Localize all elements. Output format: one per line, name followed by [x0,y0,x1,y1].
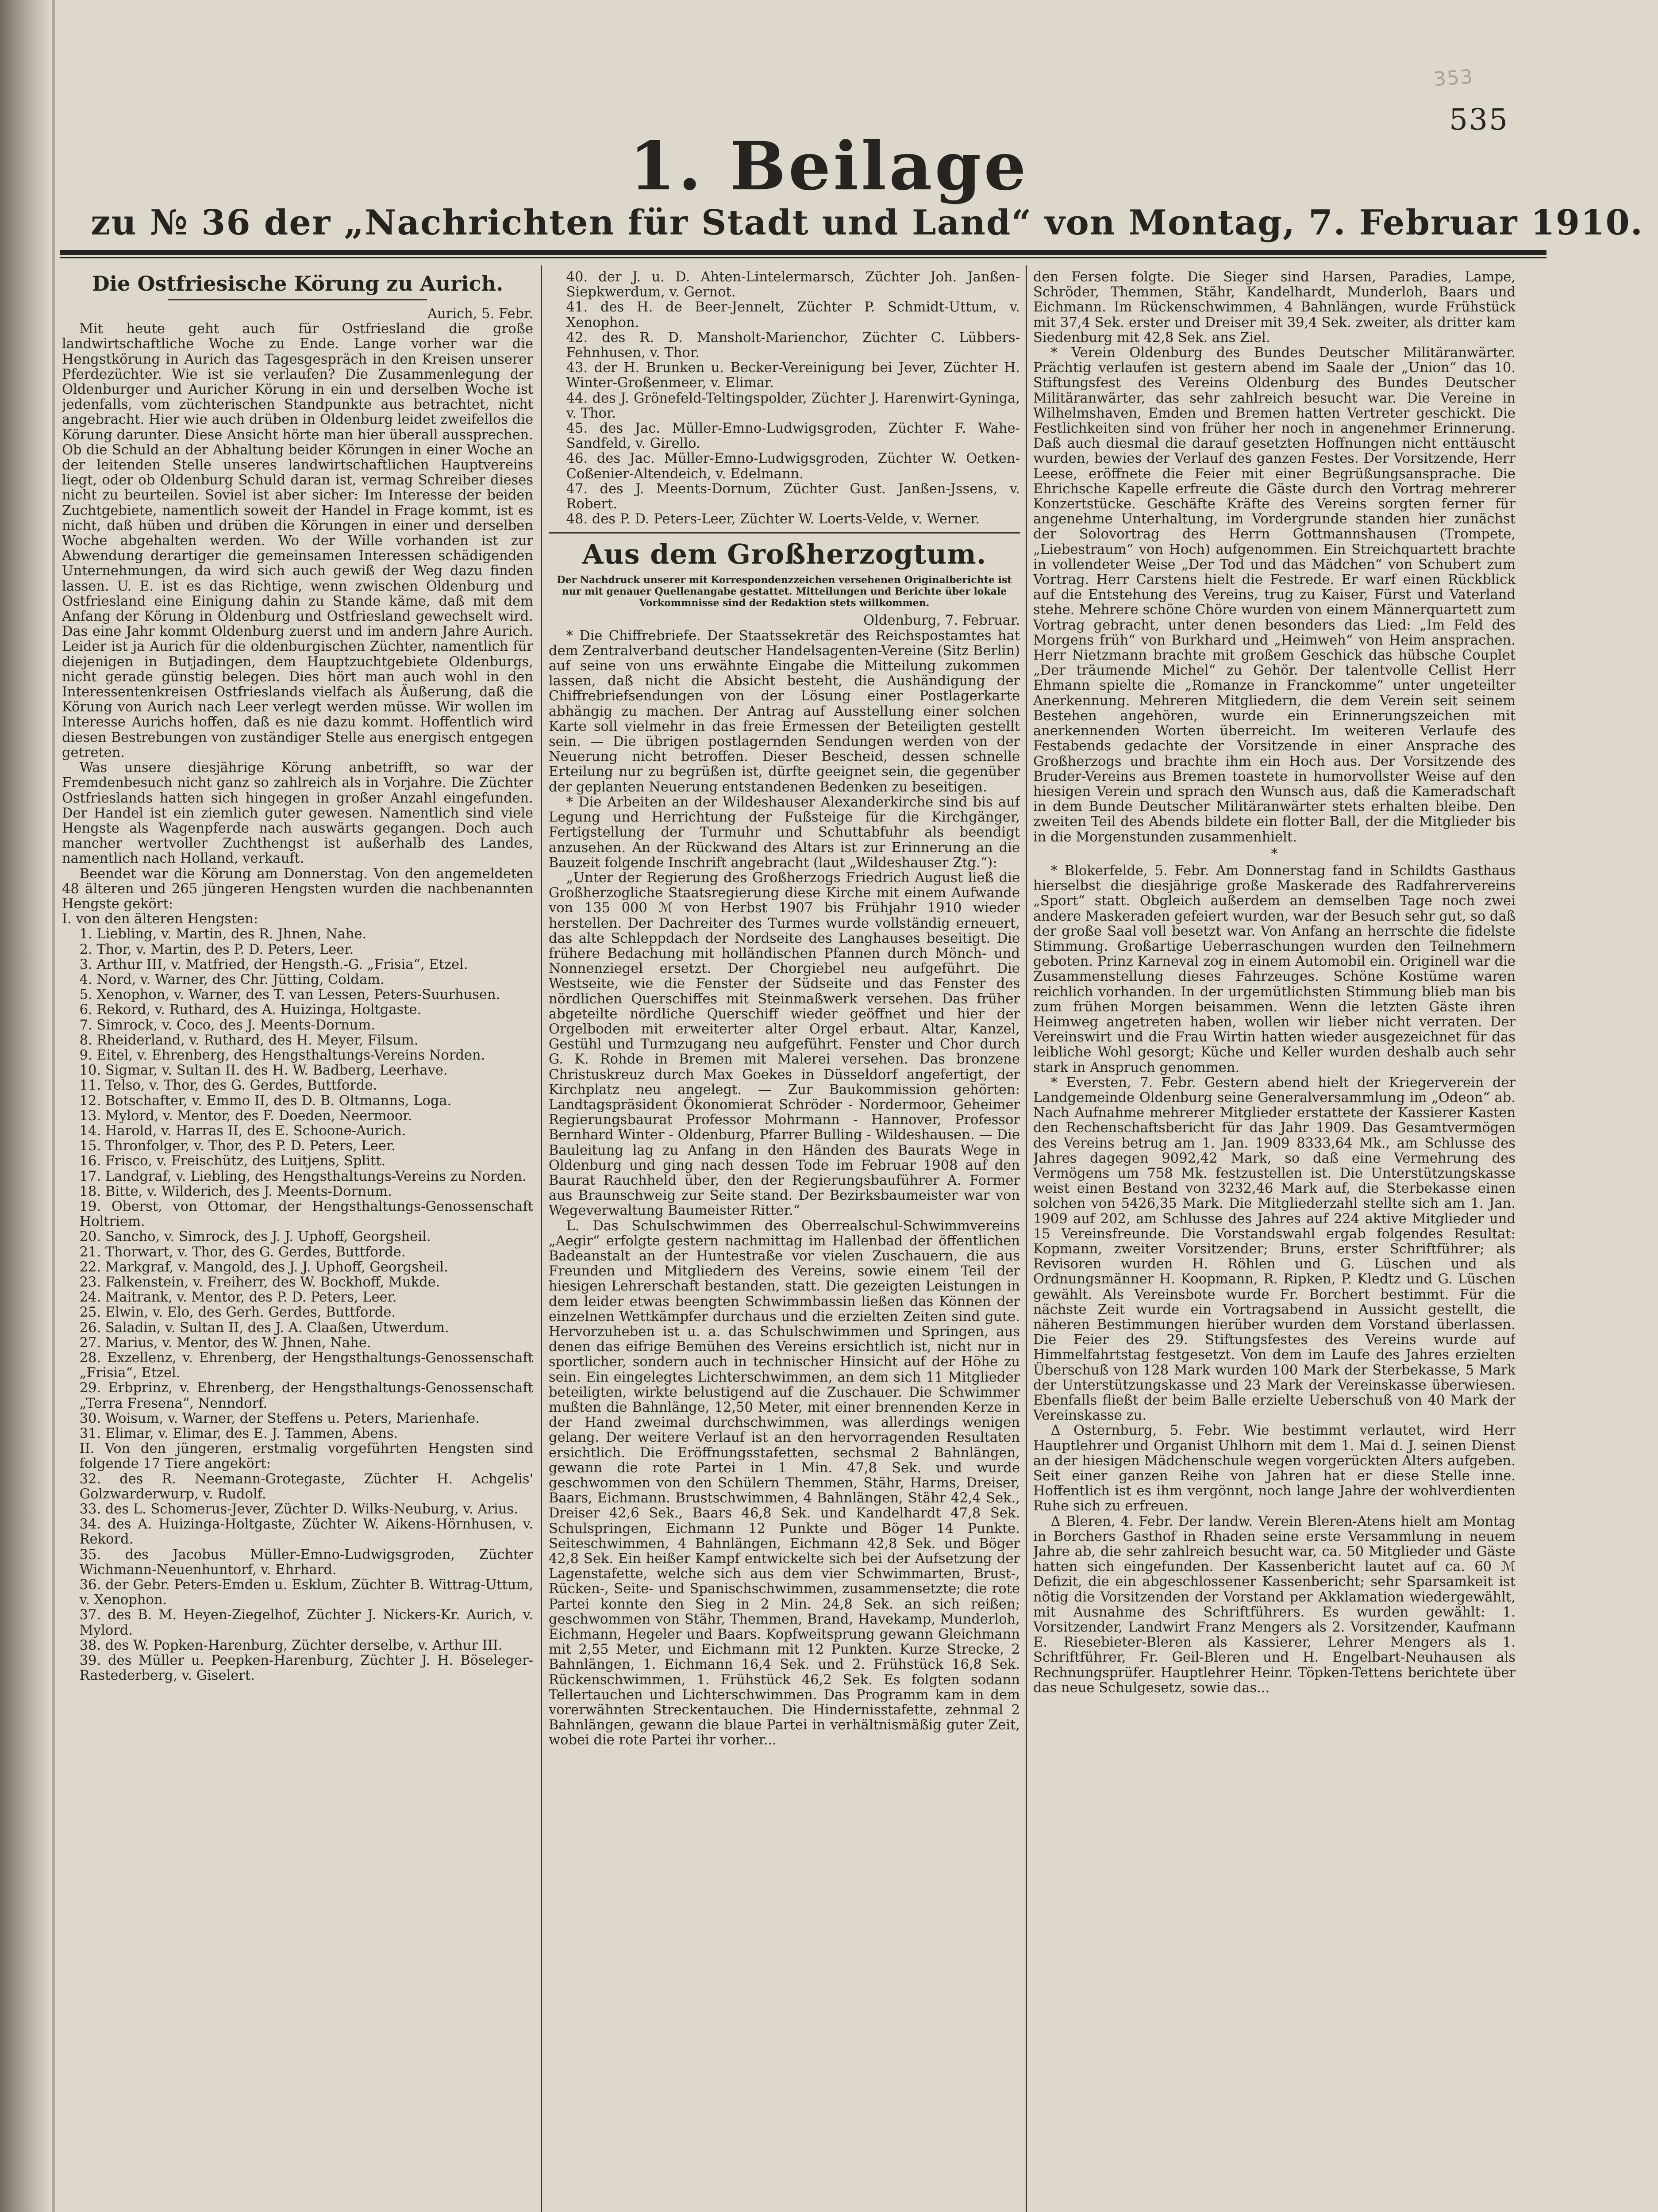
list-item: 6. Rekord, v. Ruthard, des A. Huizinga, Holtgaste. [79,1002,422,1018]
article-paragraph: Δ Osternburg, 5. Febr. Wie bestimmt verlautet, wird Herr Hauptlehrer und Organist Uhlhorn mit dem 1. Mai d. J. seinen Dienst an der hiesigen Mädchenschule wegen vorgerückten Alters aufgeben. Seit einer ganzen Reihe von Jahren hat er diese Stelle inne. Hoffentlich ist es ihm vergönnt, noch lange Jahre der wohlverdienten Ruhe sich zu erfreuen. [1033,1423,1516,1514]
list-item: 39. des Müller u. Peepken-Harenburg, Züchter J. H. Böseleger-Rastederberg, v. Giselert. [79,1653,533,1684]
column-1 [62,270,533,2212]
list-item: 46. des Jac. Müller-Emno-Ludwigsgroden, Züchter W. Oetken-Coßenier-Altendeich, v. Edelmann. [566,451,1020,482]
stallion-list [62,927,533,1683]
list-item: 12. Botschafter, v. Emmo II, des D. B. Oltmanns, Loga. [79,1093,452,1109]
headline-underline [168,299,427,300]
column-3 [1033,270,1516,2212]
list-item: 28. Exzellenz, v. Ehrenberg, der Hengsthaltungs-Genossenschaft „Frisia“, Etzel. [79,1350,533,1381]
column-divider-1 [541,265,542,2212]
article-paragraph: Beendet war die Körung am Donnerstag. Von den angemeldeten 48 älteren und 265 jüngeren Hengsten wurden die nachbenannten Hengste gekört: [62,866,533,912]
list-item: 30. Woisum, v. Warner, der Steffens u. Peters, Marienhafe. [79,1410,480,1426]
list-item: 42. des R. D. Mansholt-Marienchor, Züchter C. Lübbers-Fehnhusen, v. Thor. [566,330,1020,361]
list-item: 13. Mylord, v. Mentor, des F. Doeden, Neermoor. [79,1108,412,1124]
header-rule-thick [60,250,1546,255]
page-number: 535 [1449,103,1509,137]
list-item: 10. Sigmar, v. Sultan II. des H. W. Badberg, Leerhave. [79,1063,448,1079]
list-item: 25. Elwin, v. Elo, des Gerh. Gerdes, Buttforde. [79,1305,396,1321]
list-item: 44. des J. Grönefeld-Teltingspolder, Züchter J. Harenwirt-Gyninga, v. Thor. [566,390,1020,421]
article-paragraph: * Verein Oldenburg des Bundes Deutscher Militäranwärter. Prächtig verlaufen ist gestern abend im Saale der „Union“ das 10. Stiftungsfest des Vereins Oldenburg des Bundes Deutscher Militäranwärter, das sehr zahlreich besucht war. Die Vereine in Wilhelmshaven, Emden und Bremen hatten Vertreter geschickt. Die Festlichkeiten sind von früher her noch in angenehmer Erinnerung. Daß auch diesmal die darauf gesetzten Hoffnungen nicht enttäuscht wurden, bewies der Verlauf des ganzen Festes. Der Vorsitzende, Herr Leese, eröffnete die Feier mit einer Begrüßungsansprache. Die Ehrichsche Kapelle erfreute die Gäste durch den Vortrag mehrerer Konzertstücke. Geschäfte Kräfte des Vereins sorgten ferner für angenehme Unterhaltung, im Vordergrunde standen hier zunächst der Solovortrag des Herrn Gottmannshausen (Trompete, „Liebestraum“ von Hoch) aufgenommen. Ein Streichquartett brachte in vollendeter Weise „Der Tod und das Mädchen“ von Schubert zum Vortrag. Herr Carstens hielt die Festrede. Er warf einen Rückblick auf die Entstehung des Vereins, trug zu Kaiser, Fürst und Vaterland stehe. Mehrere schöne Chöre wurden von einem Männerquartett zum Vortrag gebracht, unter denen besonders das Lied: „Im Feld des Morgens früh“ von Burkhard und „Heimweh“ von Heim ansprachen. Herr Nietzmann brachte mit großem Geschick das hübsche Couplet „Der träumende Michel“ zu Gehör. Der talentvolle Cellist Herr Ehmann spielte die „Romanze in Franckomme“ unter ungeteilter Anerkennung. Mehreren Mitgliedern, die dem Verein seit seinem Bestehen angehören, wurde ein Erinnerungszeichen mit anerkennenden Worten überreicht. Im weiteren Verlaufe des Festabends gedachte der Vorsitzende in einer Ansprache des Großherzogs und brachte ihm ein Hoch aus. Der Vorsitzende des Bruder-Vereins aus Bremen toastete in humorvollster Weise auf den hiesigen Verein und sprach den Wunsch aus, daß die Kameradschaft in dem Bunde Deutscher Militäranwärter stets erhalten bleibe. Den zweiten Teil des Abends bildete ein flotter Ball, der die Mitglieder bis in die Morgenstunden zusammenhielt. [1033,345,1516,845]
list-item: 47. des J. Meents-Dornum, Züchter Gust. Janßen-Jssens, v. Robert. [566,481,1020,512]
book-binding [0,0,51,2212]
list-item: 4. Nord, v. Warner, des Chr. Jütting, Coldam. [79,972,385,987]
list-item: 36. der Gebr. Peters-Emden u. Esklum, Züchter B. Wittrag-Uttum, v. Xenophon. [79,1577,533,1608]
list-item: 33. des L. Schomerus-Jever, Züchter D. Wilks-Neuburg, v. Arius. [79,1502,518,1517]
header-rule-thin [60,257,1546,258]
list-item: 23. Falkenstein, v. Freiherr, des W. Bockhoff, Mukde. [79,1275,440,1290]
list-item: 32. des R. Neemann-Grotegaste, Züchter H. Achgelis' Golzwarderwurp, v. Rudolf. [79,1471,533,1502]
supplement-subtitle: zu № 36 der „Nachrichten für Stadt und Land“ von Montag, 7. Februar 1910. [91,203,1643,243]
list-item: 29. Erbprinz, v. Ehrenberg, der Hengsthaltungs-Genossenschaft „Terra Fresena“, Nenndorf. [79,1380,533,1411]
list-item: 20. Sancho, v. Simrock, des J. J. Uphoff, Georgsheil. [79,1229,431,1245]
article-paragraph: * Blokerfelde, 5. Febr. Am Donnerstag fand in Schildts Gasthaus hierselbst die diesjährige große Maskerade des Radfahrervereins „Sport“ statt. Obgleich außerdem an demselben Tage noch zwei andere Maskeraden gefeiert wurden, war der Besuch sehr gut, so daß der große Saal voll besetzt war. Von Anfang an herrschte die fidelste Stimmung. Großartige Ueberraschungen wurden den Teilnehmern geboten. Prinz Karneval zog in einem Automobil ein. Originell war die Zusammenstellung dieses Fahrzeuges. Schöne Kostüme waren reichlich vorhanden. In der urgemütlichsten Stimmung blieb man bis zum frühen Morgen beisammen. Wenn die letzten Gäste ihren Heimweg angetreten haben, wollen wir lieber nicht verraten. Der Vereinswirt und die Frau Wirtin hatten wieder ausgezeichnet für das leibliche Wohl gesorgt; Küche und Keller wurden deshalb auch sehr stark in Anspruch genommen. [1033,863,1516,1075]
list-item: 43. der H. Brunken u. Becker-Vereinigung bei Jever, Züchter H. Winter-Großenmeer, v. Elimar. [566,360,1020,391]
article-paragraph: * Die Chiffrebriefe. Der Staatssekretär des Reichspostamtes hat dem Zentralverband deutscher Handelsagenten-Vereine (Sitz Berlin) auf seine von uns erwähnte Eingabe die Mitteilung zukommen lassen, daß nicht die Absicht besteht, die Aushändigung der Chiffrebriefsendungen von der Lösung einer Postlagerkarte abhängig zu machen. Der Antrag auf Ausstellung einer solchen Karte soll vielmehr in das freie Ermessen der Beteiligten gestellt sein. — Die übrigen postlagernden Sendungen werden von der Neuerung nicht betroffen. Dieser Bescheid, dessen schnelle Erteilung nur zu begrüßen ist, dürfte geeignet sein, die gegenüber der geplanten Neuerung entstandenen Bedenken zu beseitigen. [549,628,1020,795]
article-paragraph: Mit heute geht auch für Ostfriesland die große landwirtschaftliche Woche zu Ende. Lange vorher war die Hengstkörung in Aurich das Tagesgespräch in den Kreisen unserer Pferdezüchter. Wie ist sie verlaufen? Die Zusammenlegung der Oldenburger und Auricher Körung in ein und derselben Woche ist jedenfalls, vom züchterischen Standpunkte aus betrachtet, nicht angebracht. Hier wie auch drüben in Oldenburg leidet zweifellos die Körung darunter. Diese Ansicht hörte man hier überall aussprechen. Ob die Schuld an der Abhaltung beider Körungen in einer Woche an der leitenden Stelle unseres landwirtschaftlichen Hauptvereins liegt, oder ob Oldenburg Schuld daran ist, vermag Schreiber dieses nicht zu beurteilen. Soviel ist aber sicher: Im Interesse der beiden Zuchtgebiete, namentlich soweit der Handel in Frage kommt, ist es nicht, daß hüben und drüben die Körungen in einer und derselben Woche abgehalten werden. Wo der Wille vorhanden ist zur Abwendung derartiger die gemeinsamen Interessen schädigenden Unternehmungen, da wird sich auch gewiß der Weg dazu finden lassen. U. E. ist es das Richtige, wenn zwischen Oldenburg und Ostfriesland eine Einigung dahin zu Stande käme, daß mit dem Anfang der Körung in Oldenburg und Ostfriesland gewechselt wird. Das eine Jahr kommt Oldenburg zuerst und im andern Jahre Aurich. Leider ist ja Aurich für die oldenburgischen Züchter, namentlich für diejenigen in Butjadingen, dem Hauptzuchtgebiete Oldenburgs, nicht gerade günstig belegen. Dies hört man auch wohl in den Interessentenkreisen Ostfrieslands vielfach als Äußerung, daß die Körung von Aurich nach Leer verlegt werden müsse. Wir wollen im Interesse Aurichs hoffen, daß es nie dazu kommt. Hoffentlich wird diesen Bestrebungen von zuständiger Stelle aus energisch entgegen getreten. [62,321,533,760]
list-item: 37. des B. M. Heyen-Ziegelhof, Züchter J. Nickers-Kr. Aurich, v. Mylord. [79,1607,533,1638]
list-item: 41. des H. de Beer-Jennelt, Züchter P. Schmidt-Uttum, v. Xenophon. [566,300,1020,330]
section-rule [549,532,1020,534]
list-item: 40. der J. u. D. Ahten-Lintelermarsch, Züchter Joh. Janßen-Siepkwerdum, v. Gernot. [566,270,1020,300]
reprint-notice: Der Nachdruck unserer mit Korrespondenzzeichen versehenen Originalberichte ist nur mit genauer Quellenangabe gestattet. Mitteilungen und Berichte über lokale Vorkommnisse sind der Redaktion stets willkommen. [557,574,1012,609]
list-item: 8. Rheiderland, v. Ruthard, des H. Meyer, Filsum. [79,1032,419,1048]
list-item: 9. Eitel, v. Ehrenberg, des Hengsthaltungs-Vereins Norden. [79,1047,485,1063]
article-headline: Die Ostfriesische Körung zu Aurich. [92,272,504,296]
article-paragraph: Was unsere diesjährige Körung anbetrifft, so war der Fremdenbesuch nicht ganz so zahlreich als in Vorjahre. Die Züchter Ostfrieslands hatten sich hingegen in großer Anzahl eingefunden. Der Handel ist ein ziemlich guter gewesen. Namentlich sind viele Hengste als Wagenpferde nach auswärts gegangen. Doch auch mancher wertvoller Zuchthengst ist außerhalb des Landes, namentlich nach Holland, verkauft. [62,760,533,867]
list-item: 2. Thor, v. Martin, des P. D. Peters, Leer. [79,941,354,957]
separator-star: * [1271,846,1278,862]
list-item: 15. Thronfolger, v. Thor, des P. D. Peters, Leer. [79,1138,396,1154]
section-title: Aus dem Großherzogtum. [582,538,987,571]
list-item: 16. Frisco, v. Freischütz, des Luitjens, Splitt. [79,1153,386,1169]
stallion-list-continued [549,270,1020,527]
list-item: 21. Thorwart, v. Thor, des G. Gerdes, Buttforde. [79,1244,406,1260]
list-item: 31. Elimar, v. Elimar, des E. J. Tammen, Abens. [79,1426,398,1442]
article-dateline: Aurich, 5. Febr. [427,306,533,322]
article-paragraph: * Die Arbeiten an der Wildeshauser Alexanderkirche sind bis auf Legung und Herrichtung der Fußsteige für die Kirchgänger, Fertigstellung der Turmuhr und Schuttabfuhr als beendigt anzusehen. An der Rückwand des Altars ist zur Erinnerung an die Bauzeit folgende Inschrift angebracht (laut „Wildeshauser Ztg.“): [549,794,1020,871]
list-item: 18. Bitte, v. Wilderich, des J. Meents-Dornum. [79,1183,392,1199]
list-item: 1. Liebling, v. Martin, des R. Jhnen, Nahe. [79,926,367,942]
column-2 [549,270,1020,2212]
list-item: 34. des A. Huizinga-Holtgaste, Züchter W. Aikens-Hörnhusen, v. Rekord. [79,1517,533,1548]
column-divider-2 [1026,265,1027,2212]
list-item: II. Von den jüngeren, erstmalig vorgeführten Hengsten sind folgende 17 Tiere angekört: [79,1441,533,1472]
list-item: 27. Marius, v. Mentor, des W. Jhnen, Nahe. [79,1335,371,1351]
list-item: 7. Simrock, v. Coco, des J. Meents-Dornum. [79,1017,376,1033]
list-item: 38. des W. Popken-Harenburg, Züchter derselbe, v. Arthur III. [79,1637,503,1653]
section-dateline: Oldenburg, 7. Februar. [863,613,1020,629]
list-item: 17. Landgraf, v. Liebling, des Hengsthaltungs-Vereins zu Norden. [79,1168,527,1184]
list-item: 11. Telso, v. Thor, des G. Gerdes, Buttforde. [79,1078,377,1094]
list-item: 24. Maitrank, v. Mentor, des P. D. Peters, Leer. [79,1290,397,1306]
article-paragraph: den Fersen folgte. Die Sieger sind Harsen, Paradies, Lampe, Schröder, Themmen, Stähr, Kandelhardt, Munderloh, Baars und Eichmann. Im Rückenschwimmen, 4 Bahnlängen, wurde Frühstück mit 37,4 Sek. erster und Dreiser mit 39,4 Sek. zweiter, als dritter kam Siedenburg mit 42,8 Sek. ans Ziel. [1033,270,1516,346]
list-item: 35. des Jacobus Müller-Emno-Ludwigsgroden, Züchter Wichmann-Neuenhuntorf, v. Ehrhard. [79,1547,533,1578]
list-item: 14. Harold, v. Harras II, des E. Schoone-Aurich. [79,1123,406,1139]
list-item: 5. Xenophon, v. Warner, des T. van Lessen, Peters-Suurhusen. [79,987,500,1003]
list-intro: I. von den älteren Hengsten: [62,911,258,927]
list-item: 19. Oberst, von Ottomar, der Hengsthaltungs-Genossenschaft Holtriem. [79,1198,533,1230]
list-item: 45. des Jac. Müller-Emno-Ludwigsgroden, Züchter F. Wahe-Sandfeld, v. Girello. [566,421,1020,452]
list-item: 3. Arthur III, v. Matfried, der Hengsth.-G. „Frisia“, Etzel. [79,956,468,972]
article-paragraph: * Eversten, 7. Febr. Gestern abend hielt der Kriegerverein der Landgemeinde Oldenburg seine Generalversammlung im „Odeon“ ab. Nach Aufnahme mehrerer Mitglieder erstattete der Kassierer Kasten den Rechenschaftsbericht für das Jahr 1909. Das Gesamtvermögen des Vereins betrug am 1. Jan. 1909 8333,64 Mk., am Schlusse des Jahres dagegen 9092,42 Mark, so daß eine Vermehrung des Vermögens um 758 Mk. festzustellen ist. Die Unterstützungskasse weist einen Bestand von 3232,46 Mark auf, die Sterbekasse einen solchen von 5426,35 Mark. Die Mitgliederzahl stellte sich am 1. Jan. 1909 auf 202, am Schlusse des Jahres auf 224 aktive Mitglieder und 15 Vereinsfreunde. Die Vorstandswahl ergab folgendes Resultat: Kopmann, zweiter Vorsitzender; Bruns, erster Schriftführer; als Revisoren wurden H. Röhlen und G. Lüschen und als Ordnungsmänner H. Koopmann, R. Ripken, P. Kledtz und G. Lüschen gewählt. Als Vereinsbote wurde Fr. Borchert bestimmt. Für die nächste Zeit wurde ein Vortragsabend in Aussicht gestellt, die näheren Bestimmungen hierüber wurden dem Vorstand überlassen. Die Feier des 29. Stiftungsfestes des Vereins wurde auf Himmelfahrtstag festgesetzt. Von dem im Laufe des Jahres erzielten Überschuß von 128 Mark wurden 100 Mark der Sterbekasse, 5 Mark der Unterstützungskasse und 23 Mark der Vereinskasse überwiesen. Ebenfalls fließt der beim Balle erzielte Ueberschuß von 40 Mark der Vereinskasse zu. [1033,1075,1516,1424]
supplement-title: 1. Beilage [629,127,1029,205]
article-paragraph: Δ Bleren, 4. Febr. Der landw. Verein Bleren-Atens hielt am Montag in Borchers Gasthof in Rhaden seine erste Versammlung in neuem Jahre ab, die sehr zahlreich besucht war, ca. 50 Mitglieder und Gäste hatten sich eingefunden. Der Kassenbericht lautet auf ca. 60 ℳ Defizit, die ein abgeschlossener Kassenbericht; sehr Sparsamkeit ist nötig die Vorsitzenden der Vorstand per Akklamation wiedergewählt, mit Ausnahme des Schriftführers. Es wurden gewählt: 1. Vorsitzender, Landwirt Franz Mengers als 2. Vorsitzender, Kaufmann E. Riesebieter-Bleren als Kassierer, Lehrer Mengers als 1. Schriftführer, Fr. Geil-Bleren und H. Engelbart-Neuhausen als Rechnungsprüfer. Hauptlehrer Heinr. Töpken-Tettens berichtete über das neue Schulgesetz, sowie das... [1033,1513,1516,1696]
sheet-edge [52,0,55,2212]
article-paragraph: L. Das Schulschwimmen des Oberrealschul-Schwimmvereins „Aegir“ erfolgte gestern nachmittag im Hallenbad der öffentlichen Badeanstalt an der Huntestraße vor vielen Zuschauern, die aus Freunden und Mitgliedern des Vereins, sowie einem Teil der hiesigen Lehrerschaft bestanden, statt. Die gezeigten Leistungen in dem leider etwas beengten Schwimmbassin ließen das Können der einzelnen Wettkämpfer durchaus und die erzielten Zeiten sind gute. Hervorzuheben ist u. a. das Schulschwimmen und Springen, aus denen das eifrige Bemühen des Vereins ersichtlich ist, nicht nur in sportlicher, sondern auch in technischer Hinsicht auf der Höhe zu sein. Ein eingelegtes Lichterschwimmen, an dem sich 11 Mitglieder beteiligten, wirkte belustigend auf die Zuschauer. Die Schwimmer mußten die Bahnlänge, 12,50 Meter, mit einer brennenden Kerze in der Hand zweimal durchschwimmen, was allerdings wenigen gelang. Der weitere Verlauf ist an den hervorragenden Resultaten ersichtlich. Die Eröffnungsstafetten, sechsmal 2 Bahnlängen, gewann die rote Partei in 1 Min. 47,8 Sek. und wurde geschwommen von den Schülern Themmen, Stähr, Harms, Dreiser, Baars, Eichmann. Brustschwimmen, 4 Bahnlängen, Stähr 42,4 Sek., Dreiser 42,6 Sek., Baars 46,8 Sek. und Kandelhardt 47,8 Sek. Schulspringen, Eichmann 12 Punkte und Böger 14 Punkte. Seiteschwimmen, 4 Bahnlängen, Eichmann 42,8 Sek. und Böger 42,8 Sek. Ein heißer Kampf entwickelte sich bei der Aufsetzung der Lagenstafette, welche sich aus dem vier Schwimmarten, Brust-, Rücken-, Seite- und Spanischschwimmen, zusammensetzte; die rote Partei konnte den Sieg in 2 Min. 24,8 Sek. an sich reißen; geschwommen von Stähr, Themmen, Brand, Havekamp, Munderloh, Eichmann, Hegeler und Baars. Kopfweitsprung gewann Gleichmann mit 2,55 Meter, und Eichmann mit 12 Punkten. Kurze Strecke, 2 Bahnlängen, 1. Eichmann 16,4 Sek. und 2. Frühstück 16,8 Sek. Rückenschwimmen, 1. Frühstück 46,2 Sek. Es folgten sodann Tellertauchen und Lichterschwimmen. Das Programm kam in dem vorerwähnten Streckentauchen. Die Hindernisstafette, zehnmal 2 Bahnlängen, gewann die blaue Partei in verhältnismäßig guter Zeit, wobei die rote Partei ihr vorher... [549,1218,1020,1748]
pencil-mark: 353 [1433,65,1474,91]
list-item: 26. Saladin, v. Sultan II, des J. A. Claaßen, Utwerdum. [79,1320,449,1336]
article-paragraph: „Unter der Regierung des Großherzogs Friedrich August ließ die Großherzogliche Staatsregierung diese Kirche mit einem Aufwande von 135 000 ℳ von Herbst 1907 bis Frühjahr 1910 wieder herstellen. Der Dachreiter des Turmes wurde vollständig erneuert, das alte Schleppdach der Nordseite des Langhauses beseitigt. Die frühere Bedachung mit holländischen Pfannen durch Mönch- und Nonnenziegel ersetzt. Der Chorgiebel neu aufgeführt. Die Westseite, wie die Fenster der Südseite und das Fenster des nördlichen Querschiffes mit Steinmaßwerk versehen. Das früher abgeteilte nördliche Querschiff wieder geöffnet und hier der Orgelboden mit erweiterter alter Orgel erbaut. Altar, Kanzel, Gestühl und Turmzugang neu aufgeführt. Fenster und Chor durch G. K. Rohde in Bremen mit Malerei versehen. Das bronzene Christuskreuz durch Max Goekes in Düsseldorf angefertigt, der Kirchplatz neu angelegt. — Zur Baukommission gehörten: Landtagspräsident Ökonomierat Schröder - Nordermoor, Geheimer Regierungsbaurat Professor Mohrmann - Hannover, Professor Bernhard Winter - Oldenburg, Pfarrer Bulling - Wildeshausen. — Die Bauleitung lag zu Anfang in den Händen des Baurats Wege in Oldenburg und ging nach dessen Tode im Februar 1908 auf den Baurat Rauchheld über, den der Regierungsbauführer A. Former aus Braunschweig zur Seite stand. Der Bezirksbaumeister war von Wegeverwaltung Baumeister Ritter.“ [549,870,1020,1219]
list-item: 22. Markgraf, v. Mangold, des J. J. Uphoff, Georgsheil. [79,1259,448,1275]
list-item: 48. des P. D. Peters-Leer, Züchter W. Loerts-Velde, v. Werner. [566,511,980,527]
